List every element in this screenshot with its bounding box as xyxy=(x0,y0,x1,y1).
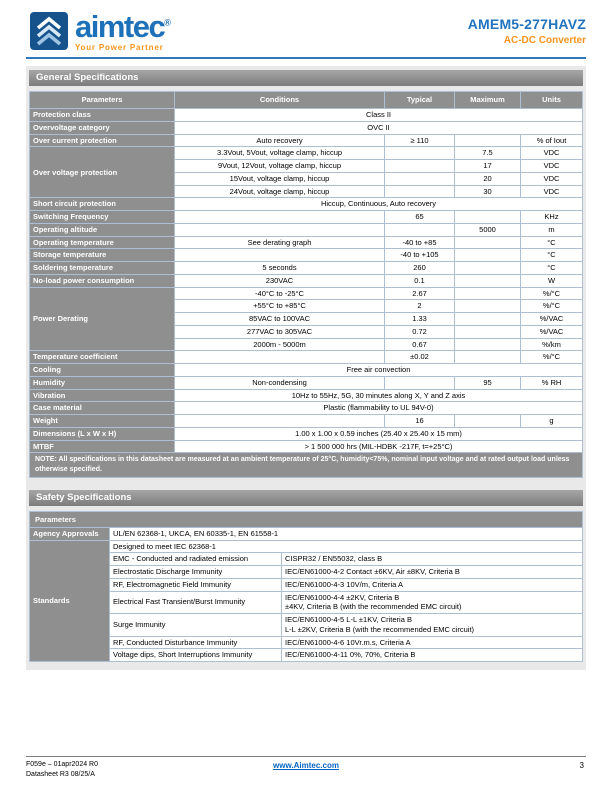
row-protection-class xyxy=(30,109,583,122)
value-cell: Class II xyxy=(175,109,583,122)
param-cell: Over voltage protection xyxy=(30,147,175,198)
units-cell: %/VAC xyxy=(521,313,583,326)
registered-trademark-symbol: ® xyxy=(164,17,171,28)
maximum-cell xyxy=(455,313,521,326)
typical-cell: ≥ 110 xyxy=(385,134,455,147)
standard-name-cell: Voltage dips, Short Interruptions Immunity xyxy=(110,649,282,662)
param-cell: Soldering temperature xyxy=(30,262,175,275)
row-power-derating xyxy=(30,287,583,300)
maximum-cell xyxy=(455,134,521,147)
table-header-row xyxy=(30,92,583,109)
row-standards xyxy=(30,553,583,566)
footer-website-link[interactable]: www.Aimtec.com xyxy=(273,761,339,771)
param-cell: Switching Frequency xyxy=(30,211,175,224)
footer-doc-ref: F059e – 01apr2024 R0 xyxy=(26,761,98,769)
standard-name-cell: Electrical Fast Transient/Burst Immunity xyxy=(110,591,282,614)
typical-cell: 0.67 xyxy=(385,338,455,351)
standard-name-cell: Surge Immunity xyxy=(110,614,282,637)
typical-cell: 65 xyxy=(385,211,455,224)
note-cell: NOTE: All specifications in this datasheet are measured at an ambient temperature of 25°C, humidity<75%, nominal input voltage and at rated output load unless otherwise specified. xyxy=(30,453,583,478)
param-cell: Humidity xyxy=(30,376,175,389)
param-cell: Storage temperature xyxy=(30,249,175,262)
typical-cell: 2 xyxy=(385,300,455,313)
standard-name-cell: RF, Conducted Disturbance Immunity xyxy=(110,636,282,649)
row-case-material xyxy=(30,402,583,415)
row-no-load-power-consumption xyxy=(30,274,583,287)
section-title-safety: Safety Specifications xyxy=(29,490,583,506)
standard-name-cell: RF, Electromagnetic Field Immunity xyxy=(110,578,282,591)
conditions-cell: 24Vout, voltage clamp, hiccup xyxy=(175,185,385,198)
row-agency-approvals xyxy=(30,527,583,540)
units-cell: m xyxy=(521,223,583,236)
typical-cell: -40 to +85 xyxy=(385,236,455,249)
row-standards xyxy=(30,566,583,579)
maximum-cell xyxy=(455,325,521,338)
row-standards xyxy=(30,540,583,553)
maximum-cell: 20 xyxy=(455,172,521,185)
column-header-parameters: Parameters xyxy=(30,512,583,528)
maximum-cell xyxy=(455,351,521,364)
row-temperature-coefficient xyxy=(30,351,583,364)
conditions-cell: 3.3Vout, 5Vout, voltage clamp, hiccup xyxy=(175,147,385,160)
conditions-cell: See derating graph xyxy=(175,236,385,249)
maximum-cell: 7.5 xyxy=(455,147,521,160)
general-specifications-section xyxy=(29,70,583,478)
units-cell: % of Iout xyxy=(521,134,583,147)
row-standards xyxy=(30,578,583,591)
row-short-circuit-protection xyxy=(30,198,583,211)
units-cell: W xyxy=(521,274,583,287)
section-gap xyxy=(29,478,583,490)
param-cell: Dimensions (L x W x H) xyxy=(30,427,175,440)
param-cell: Agency Approvals xyxy=(30,527,110,540)
value-cell: Free air convection xyxy=(175,364,583,377)
param-cell: Short circuit protection xyxy=(30,198,175,211)
row-operating-temperature xyxy=(30,236,583,249)
standard-value-cell: CISPR32 / EN55032, class B xyxy=(282,553,583,566)
param-cell: Protection class xyxy=(30,109,175,122)
units-cell: %/km xyxy=(521,338,583,351)
row-over-current-protection xyxy=(30,134,583,147)
row-cooling xyxy=(30,364,583,377)
units-cell: VDC xyxy=(521,160,583,173)
param-cell: Weight xyxy=(30,415,175,428)
param-cell: Temperature coefficient xyxy=(30,351,175,364)
row-mtbf xyxy=(30,440,583,453)
param-cell: Vibration xyxy=(30,389,175,402)
conditions-cell: 277VAC to 305VAC xyxy=(175,325,385,338)
typical-cell xyxy=(385,147,455,160)
conditions-cell xyxy=(175,249,385,262)
maximum-cell xyxy=(455,249,521,262)
maximum-cell xyxy=(455,274,521,287)
row-over-voltage-protection xyxy=(30,147,583,160)
value-cell: UL/EN 62368-1, UKCA, EN 60335-1, EN 61558-1 xyxy=(110,527,583,540)
param-cell: Operating temperature xyxy=(30,236,175,249)
safety-specifications-table xyxy=(29,511,583,662)
units-cell: VDC xyxy=(521,147,583,160)
value-cell: > 1 500 000 hrs (MIL-HDBK -217F, t=+25°C) xyxy=(175,440,583,453)
units-cell: %/°C xyxy=(521,351,583,364)
standard-name-cell: EMC - Conducted and radiated emission xyxy=(110,553,282,566)
param-cell: Overvoltage category xyxy=(30,121,175,134)
typical-cell xyxy=(385,223,455,236)
logo-wordmark xyxy=(75,9,171,44)
conditions-cell: 9Vout, 12Vout, voltage clamp, hiccup xyxy=(175,160,385,173)
maximum-cell xyxy=(455,211,521,224)
aimtec-logo-icon xyxy=(30,12,68,50)
value-cell: 10Hz to 55Hz, 5G, 30 minutes along X, Y and Z axis xyxy=(175,389,583,402)
units-cell: %/°C xyxy=(521,287,583,300)
column-header-parameters: Parameters xyxy=(30,92,175,109)
logo-tagline: Your Power Partner xyxy=(75,43,164,53)
param-cell: Cooling xyxy=(30,364,175,377)
conditions-cell xyxy=(175,211,385,224)
units-cell: °C xyxy=(521,262,583,275)
typical-cell: 0.72 xyxy=(385,325,455,338)
maximum-cell: 30 xyxy=(455,185,521,198)
typical-cell: 260 xyxy=(385,262,455,275)
units-cell: %/°C xyxy=(521,300,583,313)
safety-specifications-section xyxy=(29,490,583,662)
content-panel xyxy=(26,66,586,670)
standard-value-cell: IEC/EN61000-4-11 0%, 70%, Criteria B xyxy=(282,649,583,662)
param-cell: Standards xyxy=(30,540,110,662)
row-operating-altitude xyxy=(30,223,583,236)
standard-value-line1: IEC/EN61000-4-5 L-L ±1KV, Criteria B xyxy=(285,615,412,625)
row-humidity xyxy=(30,376,583,389)
aimtec-logo xyxy=(30,9,171,53)
value-cell: OVC II xyxy=(175,121,583,134)
conditions-cell: 230VAC xyxy=(175,274,385,287)
row-dimensions xyxy=(30,427,583,440)
column-header-maximum: Maximum xyxy=(455,92,521,109)
product-subtitle: AC-DC Converter xyxy=(503,35,586,46)
conditions-cell: 85VAC to 100VAC xyxy=(175,313,385,326)
row-switching-frequency xyxy=(30,211,583,224)
section-title-general: General Specifications xyxy=(29,70,583,86)
footer-revision: Datasheet R3 08/25/A xyxy=(26,770,95,778)
row-standards xyxy=(30,649,583,662)
conditions-cell: -40°C to -25°C xyxy=(175,287,385,300)
row-standards xyxy=(30,591,583,614)
conditions-cell: 15Vout, voltage clamp, hiccup xyxy=(175,172,385,185)
units-cell: KHz xyxy=(521,211,583,224)
page-number: 3 xyxy=(579,761,584,771)
standard-value-line1: IEC/EN61000-4-4 ±2KV, Criteria B xyxy=(285,592,400,602)
standard-value-line2: L-L ±2KV, Criteria B (with the recommended EMC circuit) xyxy=(285,624,475,634)
conditions-cell xyxy=(175,351,385,364)
units-cell: %/VAC xyxy=(521,325,583,338)
row-weight xyxy=(30,415,583,428)
maximum-cell xyxy=(455,287,521,300)
units-cell: °C xyxy=(521,249,583,262)
standard-value-cell: IEC/EN61000-4-6 10Vr.m.s, Criteria A xyxy=(282,636,583,649)
value-cell: Hiccup, Continuous, Auto recovery xyxy=(175,198,583,211)
typical-cell xyxy=(385,376,455,389)
standard-value-cell: IEC/EN61000-4-3 10V/m, Criteria A xyxy=(282,578,583,591)
typical-cell: 1.33 xyxy=(385,313,455,326)
units-cell: g xyxy=(521,415,583,428)
maximum-cell xyxy=(455,262,521,275)
column-header-units: Units xyxy=(521,92,583,109)
conditions-cell: Non-condensing xyxy=(175,376,385,389)
conditions-cell: 2000m - 5000m xyxy=(175,338,385,351)
typical-cell: 16 xyxy=(385,415,455,428)
param-cell: Case material xyxy=(30,402,175,415)
param-cell: No-load power consumption xyxy=(30,274,175,287)
maximum-cell xyxy=(455,415,521,428)
column-header-typical: Typical xyxy=(385,92,455,109)
maximum-cell xyxy=(455,300,521,313)
typical-cell xyxy=(385,160,455,173)
conditions-cell xyxy=(175,415,385,428)
units-cell: % RH xyxy=(521,376,583,389)
row-standards xyxy=(30,614,583,637)
column-header-conditions: Conditions xyxy=(175,92,385,109)
row-storage-temperature xyxy=(30,249,583,262)
maximum-cell xyxy=(455,338,521,351)
param-cell: Power Derating xyxy=(30,287,175,351)
general-specifications-table xyxy=(29,91,583,478)
maximum-cell: 17 xyxy=(455,160,521,173)
maximum-cell xyxy=(455,236,521,249)
units-cell: VDC xyxy=(521,172,583,185)
typical-cell: 2.67 xyxy=(385,287,455,300)
value-cell: Designed to meet IEC 62368-1 xyxy=(110,540,583,553)
page-header xyxy=(0,0,612,52)
standard-name-cell: Electrostatic Discharge Immunity xyxy=(110,566,282,579)
param-cell: MTBF xyxy=(30,440,175,453)
standard-value-cell xyxy=(282,591,583,614)
maximum-cell: 95 xyxy=(455,376,521,389)
units-cell: °C xyxy=(521,236,583,249)
page-footer xyxy=(26,756,586,779)
conditions-cell xyxy=(175,223,385,236)
standard-value-cell xyxy=(282,614,583,637)
typical-cell: 0.1 xyxy=(385,274,455,287)
typical-cell: ±0.02 xyxy=(385,351,455,364)
product-header xyxy=(468,12,586,46)
value-cell: 1.00 x 1.00 x 0.59 inches (25.40 x 25.40 x 15 mm) xyxy=(175,427,583,440)
typical-cell xyxy=(385,185,455,198)
row-vibration xyxy=(30,389,583,402)
row-soldering-temperature xyxy=(30,262,583,275)
standard-value-cell: IEC/EN61000-4-2 Contact ±6KV, Air ±8KV, Criteria B xyxy=(282,566,583,579)
param-cell: Over current protection xyxy=(30,134,175,147)
row-standards xyxy=(30,636,583,649)
typical-cell: -40 to +105 xyxy=(385,249,455,262)
maximum-cell: 5000 xyxy=(455,223,521,236)
typical-cell xyxy=(385,172,455,185)
logo-text-block xyxy=(75,9,171,53)
header-divider xyxy=(26,57,586,59)
row-note xyxy=(30,453,583,478)
standard-value-line2: ±4KV, Criteria B (with the recommended EMC circuit) xyxy=(285,602,462,612)
units-cell: VDC xyxy=(521,185,583,198)
conditions-cell: Auto recovery xyxy=(175,134,385,147)
value-cell: Plastic (flammability to UL 94V-0) xyxy=(175,402,583,415)
product-title: AMEM5-277HAVZ xyxy=(467,16,586,32)
row-overvoltage-category xyxy=(30,121,583,134)
conditions-cell: +55°C to +85°C xyxy=(175,300,385,313)
logo-wordmark-text: aimtec xyxy=(75,9,165,44)
conditions-cell: 5 seconds xyxy=(175,262,385,275)
table-header-row xyxy=(30,512,583,528)
param-cell: Operating altitude xyxy=(30,223,175,236)
